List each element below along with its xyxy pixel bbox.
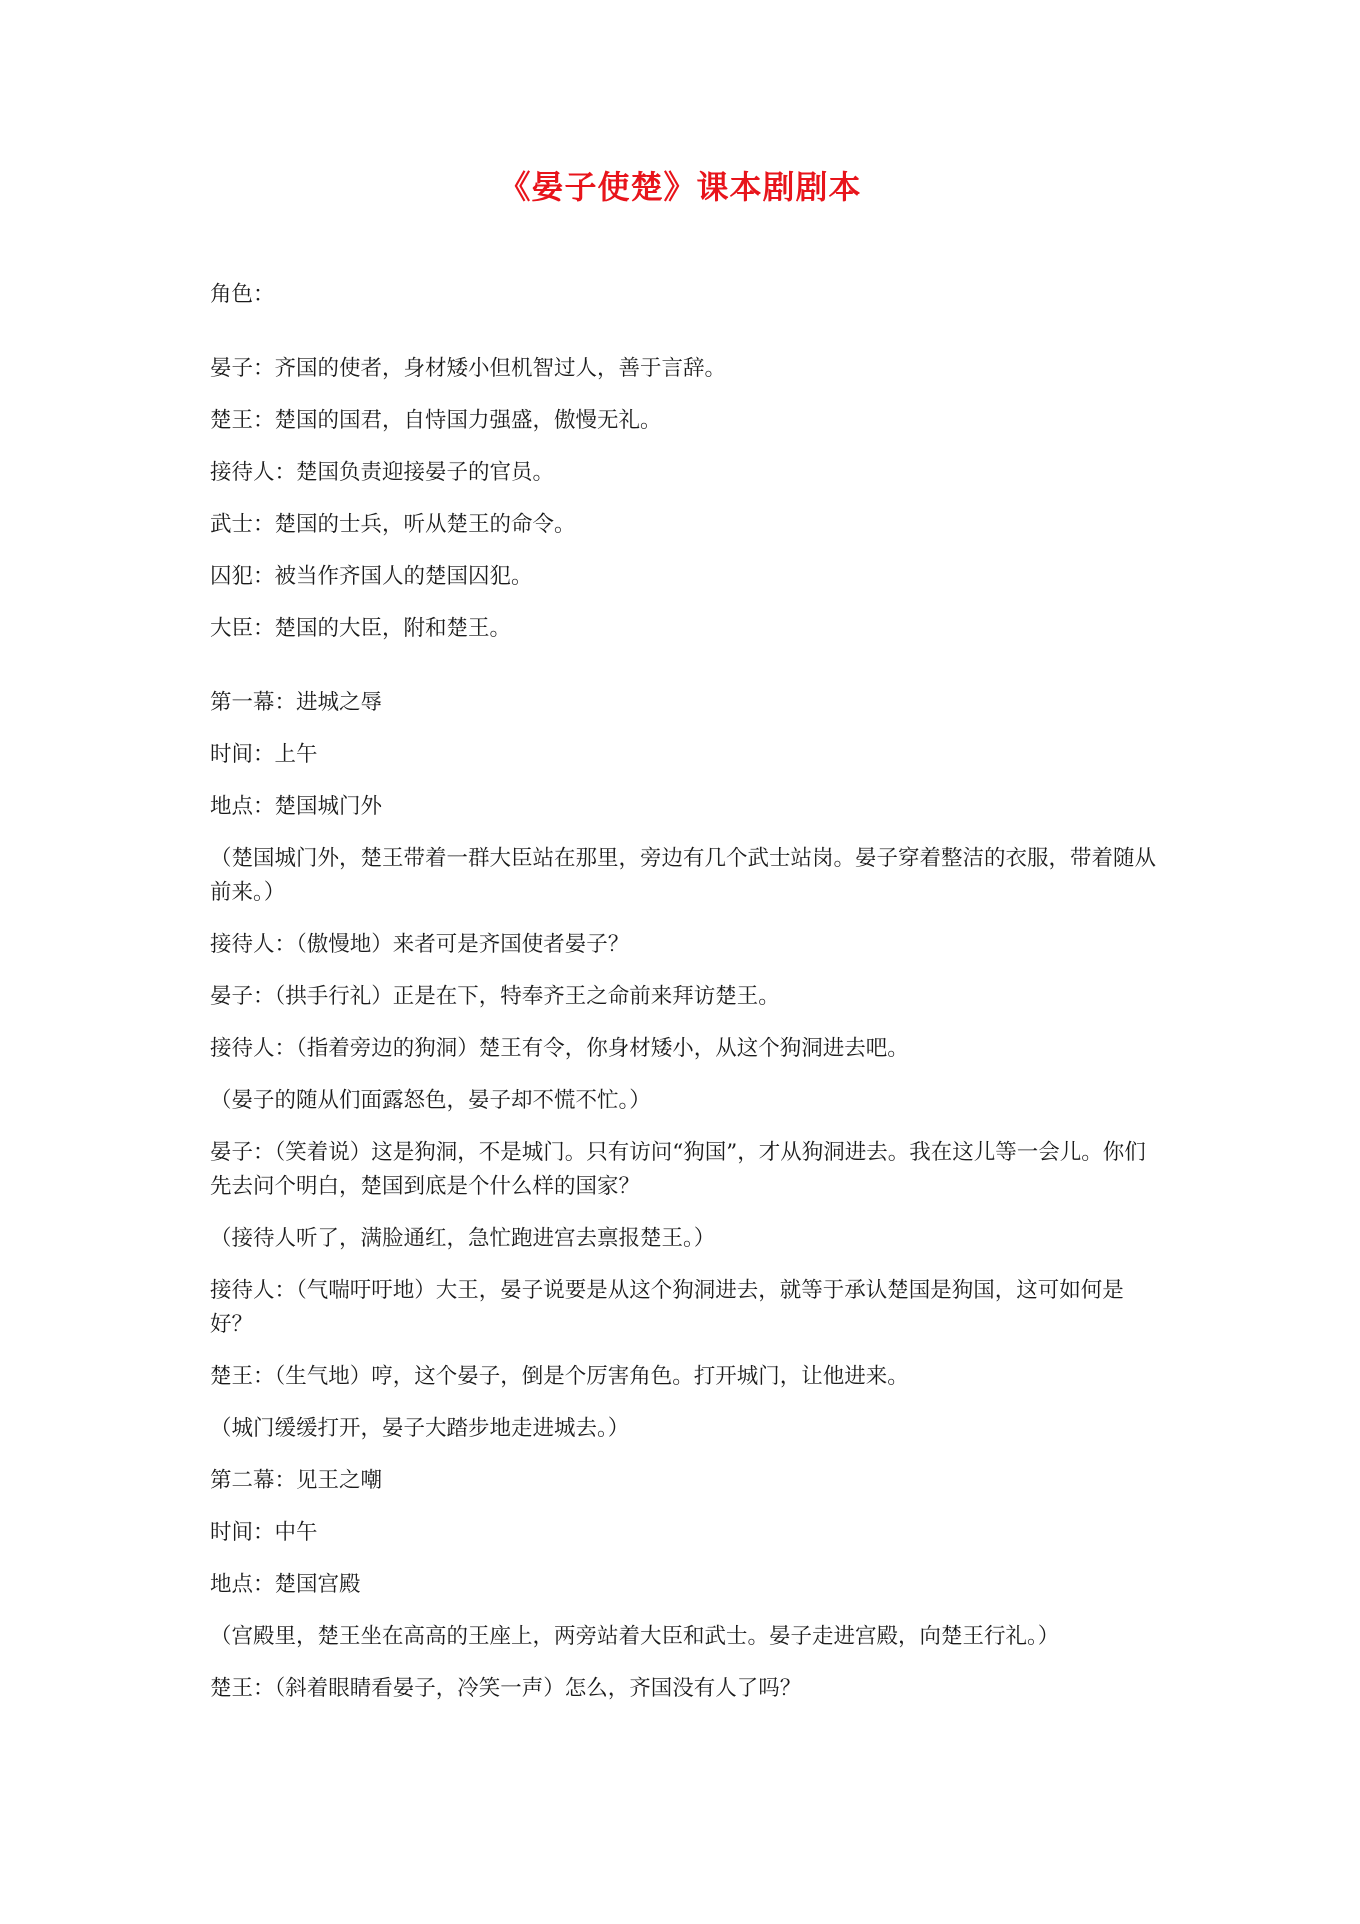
act2-heading: 第二幕：见王之嘲 [210,1468,383,1493]
script-line: 晏子：（拱手行礼）正是在下，特奉齐王之命前来拜访楚王。 [210,984,780,1009]
role-line: 武士：楚国的士兵，听从楚王的命令。 [210,512,576,537]
script-body [210,278,1165,1724]
role-line: 楚王：楚国的国君，自恃国力强盛，傲慢无礼。 [210,408,662,433]
script-line: 接待人：（傲慢地）来者可是齐国使者晏子？ [210,932,630,957]
role-line: 晏子：齐国的使者，身材矮小但机智过人，善于言辞。 [210,356,727,381]
role-line: 接待人：楚国负责迎接晏子的官员。 [210,460,555,485]
role-line: 囚犯：被当作齐国人的楚国囚犯。 [210,564,533,589]
act1-time: 时间：上午 [210,742,318,767]
act2-place: 地点：楚国宫殿 [210,1572,361,1597]
roles-heading: 角色： [210,282,275,307]
script-line: 接待人：（指着旁边的狗洞）楚王有令，你身材矮小，从这个狗洞进去吧。 [210,1036,909,1061]
script-line: 楚王：（生气地）哼，这个晏子，倒是个厉害角色。打开城门，让他进来。 [210,1364,909,1389]
act1-heading: 第一幕：进城之辱 [210,690,383,715]
document-title: 《晏子使楚》课本剧剧本 [498,168,862,206]
act2-time: 时间：中午 [210,1520,318,1545]
script-line: 楚王：（斜着眼睛看晏子，冷笑一声）怎么，齐国没有人了吗？ [210,1676,802,1701]
act1-place: 地点：楚国城门外 [210,794,383,819]
script-line: （晏子的随从们面露怒色，晏子却不慌不忙。） [210,1088,651,1113]
script-line: （城门缓缓打开，晏子大踏步地走进城去。） [210,1416,630,1441]
script-line: （接待人听了，满脸通红，急忙跑进宫去禀报楚王。） [210,1226,716,1251]
script-line: （宫殿里，楚王坐在高高的王座上，两旁站着大臣和武士。晏子走进宫殿，向楚王行礼。） [210,1624,1060,1649]
script-line: 晏子：（笑着说）这是狗洞，不是城门。只有访问“狗国”，才从狗洞进去。我在这儿等一会儿。你们先去问个明白，楚国到底是个什么样的国家？ [210,1140,1146,1199]
script-line: 接待人：（气喘吁吁地）大王，晏子说要是从这个狗洞进去，就等于承认楚国是狗国，这可如何是好？ [210,1278,1124,1337]
role-line: 大臣：楚国的大臣，附和楚王。 [210,616,512,641]
script-line: （楚国城门外，楚王带着一群大臣站在那里，旁边有几个武士站岗。晏子穿着整洁的衣服，带着随从前来。） [210,846,1157,905]
